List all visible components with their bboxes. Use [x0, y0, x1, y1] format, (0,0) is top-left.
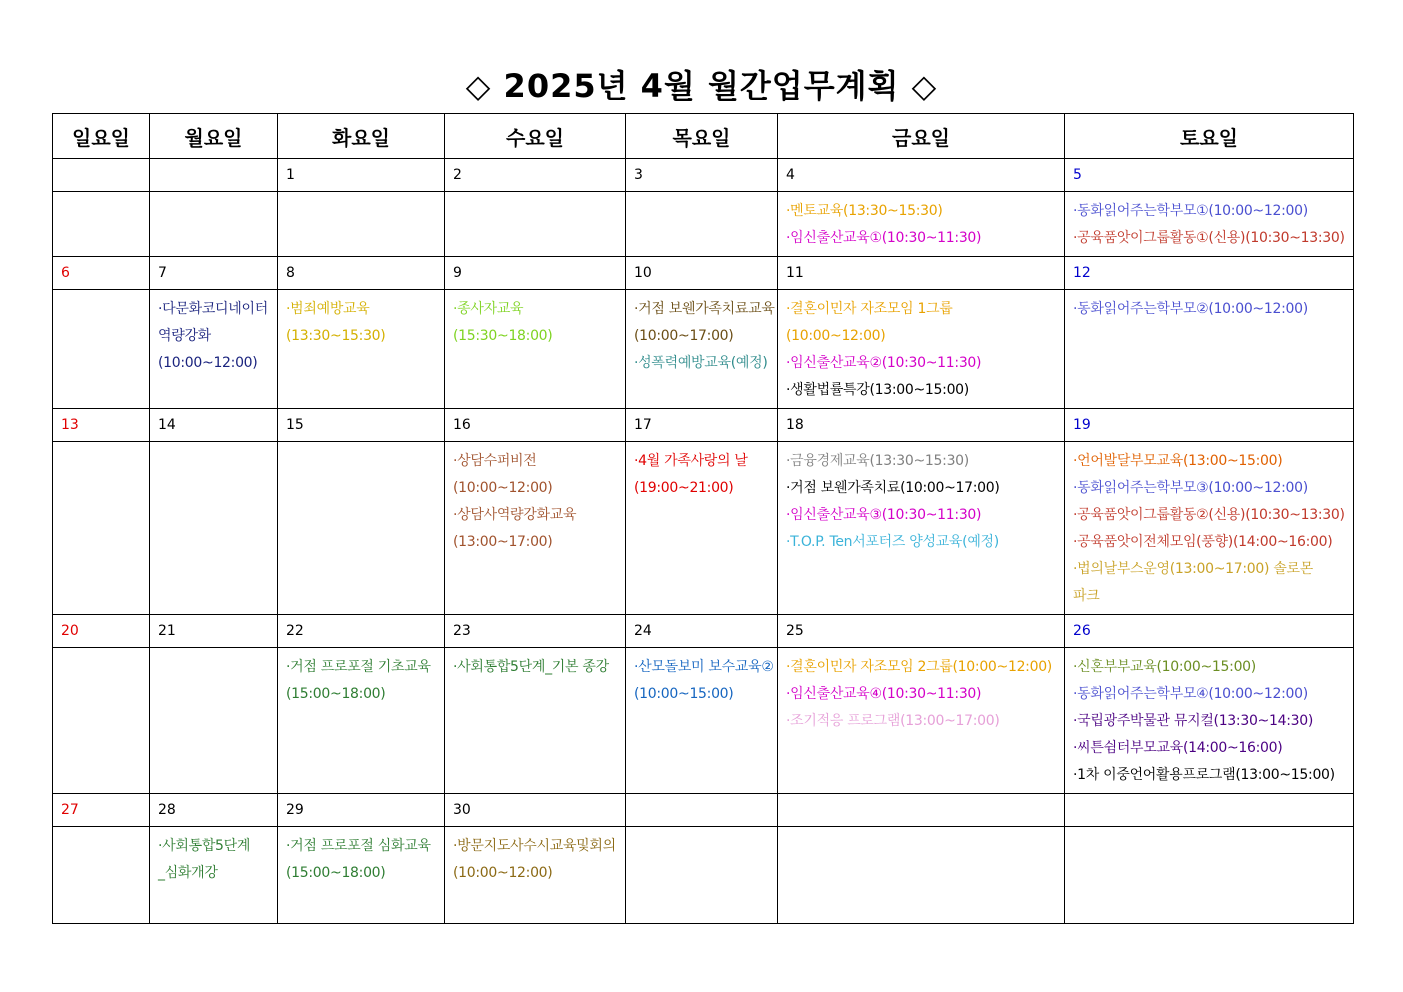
weekday-header-fri: 금요일	[778, 114, 1065, 159]
date-cell	[1065, 794, 1354, 827]
date-row	[53, 794, 1354, 827]
events-cell	[445, 648, 626, 794]
date-cell: 16	[445, 409, 626, 442]
date-cell: 8	[278, 257, 445, 290]
events-cell	[1065, 827, 1354, 924]
event-line: ·사회통합5단계_기본 종강	[453, 659, 609, 675]
event-line: ·동화읽어주는학부모①(10:00~12:00)	[1073, 203, 1308, 219]
event-line: ·언어발달부모교육(13:00~15:00)	[1073, 453, 1283, 469]
event-line: ·임신출산교육③(10:30~11:30)	[786, 507, 982, 523]
events-cell	[150, 290, 278, 409]
event-line: 파크	[1073, 588, 1100, 604]
date-cell: 1	[278, 159, 445, 192]
date-row	[53, 257, 1354, 290]
events-cell	[778, 192, 1065, 257]
events-cell	[778, 648, 1065, 794]
date-cell: 27	[53, 794, 150, 827]
events-cell	[150, 648, 278, 794]
event-line: (10:00~12:00)	[158, 355, 258, 371]
weekday-header-tue: 화요일	[278, 114, 445, 159]
date-cell: 13	[53, 409, 150, 442]
event-line: (10:00~12:00)	[453, 480, 553, 496]
event-line: ·생활법률특강(13:00~15:00)	[786, 382, 969, 398]
date-row	[53, 409, 1354, 442]
event-line: ·상담수퍼비전	[453, 453, 537, 469]
event-line: ·1차 이중언어활용프로그램(13:00~15:00)	[1073, 767, 1335, 783]
event-line: 역량강화	[158, 328, 211, 344]
event-line: ·씨튼쉼터부모교육(14:00~16:00)	[1073, 740, 1283, 756]
event-line: ·조기적응 프로그램(13:00~17:00)	[786, 713, 1000, 729]
events-row	[53, 827, 1354, 924]
events-cell	[278, 442, 445, 615]
event-line: ·국립광주박물관 뮤지컬(13:30~14:30)	[1073, 713, 1313, 729]
date-cell: 14	[150, 409, 278, 442]
date-cell: 26	[1065, 615, 1354, 648]
date-cell: 19	[1065, 409, 1354, 442]
event-line: (13:00~17:00)	[453, 534, 553, 550]
date-cell: 28	[150, 794, 278, 827]
event-line: ·다문화코디네이터	[158, 301, 268, 317]
events-cell	[445, 290, 626, 409]
date-cell: 22	[278, 615, 445, 648]
event-line: ·상담사역량강화교육	[453, 507, 577, 523]
event-line: ·범죄예방교육	[286, 301, 370, 317]
date-cell: 23	[445, 615, 626, 648]
event-line: ·동화읽어주는학부모④(10:00~12:00)	[1073, 686, 1308, 702]
date-cell: 7	[150, 257, 278, 290]
event-line: (15:00~18:00)	[286, 686, 386, 702]
events-row	[53, 192, 1354, 257]
event-line: ·동화읽어주는학부모②(10:00~12:00)	[1073, 301, 1308, 317]
events-cell	[1065, 442, 1354, 615]
events-cell	[278, 648, 445, 794]
event-line: ·신혼부부교육(10:00~15:00)	[1073, 659, 1256, 675]
date-row	[53, 159, 1354, 192]
date-cell	[150, 159, 278, 192]
events-cell	[150, 192, 278, 257]
event-line: ·법의날부스운영(13:00~17:00) 솔로몬	[1073, 561, 1313, 577]
events-cell	[53, 442, 150, 615]
event-line: ·거점 프로포절 기초교육	[286, 659, 431, 675]
event-line: ·결혼이민자 자조모임 2그룹(10:00~12:00)	[786, 659, 1052, 675]
events-cell	[626, 648, 778, 794]
events-cell	[53, 648, 150, 794]
event-line: ·거점 보웬가족치료교육	[634, 301, 775, 317]
date-cell	[53, 159, 150, 192]
events-cell	[53, 192, 150, 257]
event-line: ·방문지도사수시교육및회의	[453, 838, 616, 854]
date-cell	[778, 794, 1065, 827]
event-line: ·거점 보웬가족치료(10:00~17:00)	[786, 480, 1000, 496]
event-line: ·산모돌보미 보수교육②	[634, 659, 774, 675]
date-cell: 10	[626, 257, 778, 290]
date-cell	[626, 794, 778, 827]
weekday-header-thu: 목요일	[626, 114, 778, 159]
weekday-header-sun: 일요일	[53, 114, 150, 159]
events-cell	[1065, 192, 1354, 257]
events-cell	[278, 827, 445, 924]
events-row	[53, 648, 1354, 794]
date-cell: 2	[445, 159, 626, 192]
events-row	[53, 442, 1354, 615]
event-line: (19:00~21:00)	[634, 480, 734, 496]
date-cell: 30	[445, 794, 626, 827]
event-line: (15:30~18:00)	[453, 328, 553, 344]
event-line: ·임신출산교육④(10:30~11:30)	[786, 686, 982, 702]
event-line: (10:00~12:00)	[786, 328, 886, 344]
events-cell	[626, 192, 778, 257]
events-cell	[445, 827, 626, 924]
event-line: ·공육품앗이전체모임(풍향)(14:00~16:00)	[1073, 534, 1333, 550]
events-cell	[278, 290, 445, 409]
event-line: ·T.O.P. Ten서포터즈 양성교육(예정)	[786, 534, 999, 550]
event-line: (13:30~15:30)	[286, 328, 386, 344]
events-cell	[778, 442, 1065, 615]
event-line: ·4월 가족사랑의 날	[634, 453, 748, 469]
date-cell: 24	[626, 615, 778, 648]
event-line: ·사회통합5단계	[158, 838, 251, 854]
date-cell: 12	[1065, 257, 1354, 290]
event-line: ·결혼이민자 자조모임 1그룹	[786, 301, 953, 317]
event-line: ·임신출산교육①(10:30~11:30)	[786, 230, 982, 246]
events-cell	[626, 827, 778, 924]
date-cell: 20	[53, 615, 150, 648]
date-cell: 17	[626, 409, 778, 442]
events-cell	[778, 827, 1065, 924]
event-line: ·동화읽어주는학부모③(10:00~12:00)	[1073, 480, 1308, 496]
event-line: _심화개강	[158, 865, 218, 881]
events-cell	[278, 192, 445, 257]
events-cell	[53, 827, 150, 924]
date-cell: 5	[1065, 159, 1354, 192]
date-cell: 18	[778, 409, 1065, 442]
date-cell: 25	[778, 615, 1065, 648]
events-cell	[53, 290, 150, 409]
date-cell: 9	[445, 257, 626, 290]
event-line: (15:00~18:00)	[286, 865, 386, 881]
date-row	[53, 615, 1354, 648]
event-line: ·성폭력예방교육(예정)	[634, 355, 768, 371]
weekday-header-row	[53, 114, 1354, 159]
date-cell: 29	[278, 794, 445, 827]
calendar-table	[52, 113, 1354, 924]
date-cell: 15	[278, 409, 445, 442]
event-line: ·임신출산교육②(10:30~11:30)	[786, 355, 982, 371]
event-line: (10:00~17:00)	[634, 328, 734, 344]
date-cell: 4	[778, 159, 1065, 192]
date-cell: 11	[778, 257, 1065, 290]
date-cell: 3	[626, 159, 778, 192]
event-line: ·종사자교육	[453, 301, 524, 317]
event-line: ·공육품앗이그룹활동①(신용)(10:30~13:30)	[1073, 230, 1345, 246]
weekday-header-mon: 월요일	[150, 114, 278, 159]
events-row	[53, 290, 1354, 409]
event-line: (10:00~15:00)	[634, 686, 734, 702]
weekday-header-wed: 수요일	[445, 114, 626, 159]
event-line: (10:00~12:00)	[453, 865, 553, 881]
page-title: ◇ 2025년 4월 월간업무계획 ◇	[465, 67, 938, 105]
event-line: ·금융경제교육(13:30~15:30)	[786, 453, 969, 469]
events-cell	[445, 442, 626, 615]
events-cell	[150, 827, 278, 924]
event-line: ·거점 프로포절 심화교육	[286, 838, 431, 854]
date-cell: 21	[150, 615, 278, 648]
events-cell	[778, 290, 1065, 409]
events-cell	[1065, 648, 1354, 794]
events-cell	[150, 442, 278, 615]
events-cell	[1065, 290, 1354, 409]
event-line: ·멘토교육(13:30~15:30)	[786, 203, 943, 219]
weekday-header-sat: 토요일	[1065, 114, 1354, 159]
events-cell	[445, 192, 626, 257]
date-cell: 6	[53, 257, 150, 290]
events-cell	[626, 442, 778, 615]
event-line: ·공육품앗이그룹활동②(신용)(10:30~13:30)	[1073, 507, 1345, 523]
events-cell	[626, 290, 778, 409]
